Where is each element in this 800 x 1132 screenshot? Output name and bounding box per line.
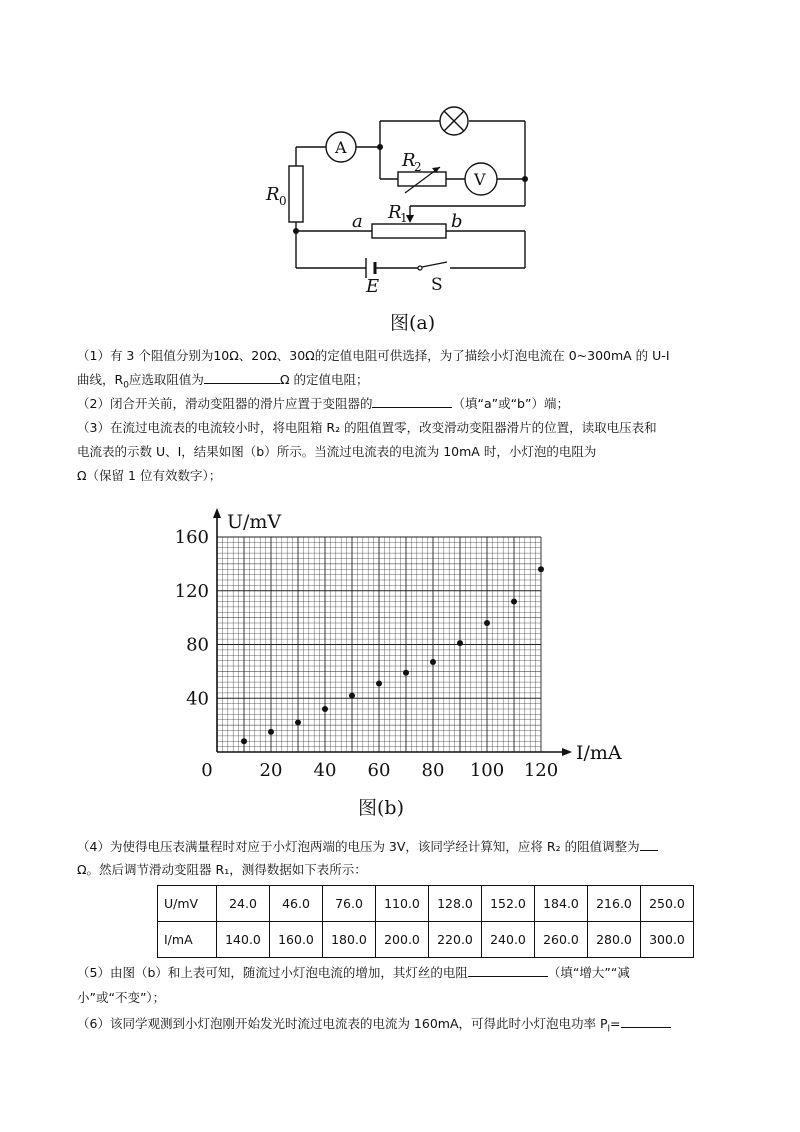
ammeter-label: A bbox=[335, 138, 347, 157]
table-cell-voltage: 250.0 bbox=[641, 886, 694, 922]
table-header-current: I/mA bbox=[158, 922, 217, 958]
question-5-line-1 bbox=[77, 964, 630, 981]
r1-label: R bbox=[388, 202, 402, 223]
data-point bbox=[268, 729, 274, 735]
table-cell-voltage: 128.0 bbox=[429, 886, 482, 922]
q5-text-a: （5）由图（b）和上表可知，随流过小灯泡电流的增加，其灯丝的电阻 bbox=[77, 965, 468, 980]
r2-subscript: 2 bbox=[414, 160, 422, 174]
question-4-line-1 bbox=[77, 838, 658, 855]
q6-text: （6）该同学观测到小灯泡刚开始发光时流过电流表的电流为 160mA，可得此时小灯泡电功率 P bbox=[77, 1016, 608, 1031]
question-3-line-2: 电流表的示数 U、I，结果如图（b）所示。当流过电流表的电流为 10mA 时，小灯泡的电阻为 bbox=[77, 444, 597, 459]
figure-b-caption: 图(b) bbox=[358, 797, 404, 819]
q1-subscript: 0 bbox=[123, 380, 129, 391]
question-4-line-2: Ω。然后调节滑动变阻器 R₁，测得数据如下表所示： bbox=[77, 862, 367, 877]
q1-text-c: Ω 的定值电阻； bbox=[279, 372, 369, 387]
data-point bbox=[241, 738, 247, 744]
x-tick-label: 40 bbox=[313, 760, 337, 781]
x-axis-arrow-icon bbox=[562, 748, 572, 756]
switch-label: S bbox=[431, 275, 443, 295]
q1-text-b: 应选取阻值为 bbox=[128, 372, 204, 387]
y-tick-label: 160 bbox=[174, 527, 209, 548]
data-point bbox=[538, 566, 544, 572]
table-cell-voltage: 152.0 bbox=[482, 886, 535, 922]
y-tick-label: 80 bbox=[186, 634, 209, 656]
y-axis-arrow-icon bbox=[213, 508, 221, 518]
r0-label: R bbox=[266, 184, 280, 205]
question-3-line-3: Ω（保留 1 位有效数字）； bbox=[77, 468, 222, 483]
answer-blank-4[interactable] bbox=[640, 838, 658, 851]
r0-subscript: 0 bbox=[279, 194, 287, 208]
y-tick-label: 120 bbox=[174, 580, 209, 602]
table-cell-voltage: 46.0 bbox=[270, 886, 323, 922]
table-cell-voltage: 110.0 bbox=[376, 886, 429, 922]
data-point bbox=[457, 640, 463, 646]
table-cell-voltage: 216.0 bbox=[588, 886, 641, 922]
table-cell-current: 180.0 bbox=[323, 922, 376, 958]
table-cell-current: 260.0 bbox=[535, 922, 588, 958]
question-3-line-1: （3）在流过电流表的电流较小时，将电阻箱 R₂ 的阻值置零，改变滑动变阻器滑片的位置，读取电压表和 bbox=[77, 420, 657, 435]
table-cell-current: 240.0 bbox=[482, 922, 535, 958]
table-header-voltage: U/mV bbox=[158, 886, 217, 922]
table-cell-current: 140.0 bbox=[217, 922, 270, 958]
table-cell-voltage: 184.0 bbox=[535, 886, 588, 922]
chart-tick-labels bbox=[175, 527, 559, 781]
table-row-voltage bbox=[158, 886, 694, 922]
q2-text-b: （填“a”或“b”）端； bbox=[452, 396, 569, 411]
q5-text-b: （填“增大”“减 bbox=[547, 965, 630, 980]
answer-blank-5[interactable] bbox=[468, 964, 548, 977]
data-table bbox=[157, 885, 694, 958]
answer-blank-6[interactable] bbox=[621, 1015, 671, 1028]
chart-grid bbox=[217, 537, 541, 752]
chart-y-axis-label: U/mV bbox=[227, 511, 282, 533]
rheostat-end-b: b bbox=[451, 211, 463, 232]
voltmeter-label: V bbox=[474, 170, 486, 189]
q2-text-a: （2）闭合开关前，滑动变阻器的滑片应置于变阻器的 bbox=[77, 396, 373, 411]
question-5-line-2: 小”或“不变”）； bbox=[77, 990, 166, 1005]
x-tick-label: 60 bbox=[367, 760, 391, 781]
y-tick-label: 40 bbox=[186, 688, 209, 710]
emf-label: E bbox=[366, 276, 380, 297]
table-cell-current: 220.0 bbox=[429, 922, 482, 958]
data-point bbox=[484, 620, 490, 626]
data-point bbox=[295, 719, 301, 725]
table-cell-voltage: 76.0 bbox=[323, 886, 376, 922]
r1-subscript: 1 bbox=[400, 211, 408, 225]
x-tick-label: 100 bbox=[469, 760, 505, 781]
x-tick-label: 120 bbox=[523, 760, 559, 781]
table-cell-current: 300.0 bbox=[641, 922, 694, 958]
table-cell-current: 200.0 bbox=[376, 922, 429, 958]
q6-subscript: l bbox=[607, 1024, 611, 1035]
figure-a-caption: 图(a) bbox=[390, 312, 436, 334]
r2-label: R bbox=[402, 150, 416, 171]
question-1-line-1: （1）有 3 个阻值分别为10Ω、20Ω、30Ω的定值电阻可供选择，为了描绘小灯泡电流在 0~300mA 的 U-I bbox=[77, 348, 670, 363]
data-point bbox=[322, 706, 328, 712]
data-point bbox=[403, 670, 409, 676]
x-tick-label: 80 bbox=[421, 760, 445, 781]
table-row-current bbox=[158, 922, 694, 958]
q6-eq: = bbox=[610, 1016, 621, 1031]
x-tick-label: 20 bbox=[259, 760, 283, 781]
data-point bbox=[349, 693, 355, 699]
question-6 bbox=[77, 1015, 671, 1038]
data-point bbox=[376, 680, 382, 686]
chart-axes bbox=[213, 508, 572, 756]
q4-text: （4）为使得电压表满量程时对应于小灯泡两端的电压为 3V，该同学经计算知，应将 R₂ 的阻值调整为 bbox=[77, 839, 640, 854]
table-cell-current: 160.0 bbox=[270, 922, 323, 958]
rheostat-end-a: a bbox=[352, 211, 363, 232]
chart-x-axis-label: I/mA bbox=[576, 742, 622, 764]
table-cell-voltage: 24.0 bbox=[217, 886, 270, 922]
data-point bbox=[511, 599, 517, 605]
data-point bbox=[430, 659, 436, 665]
x-tick-label: 0 bbox=[201, 760, 213, 781]
table-cell-current: 280.0 bbox=[588, 922, 641, 958]
q1-text-a: 曲线，R bbox=[77, 372, 124, 387]
